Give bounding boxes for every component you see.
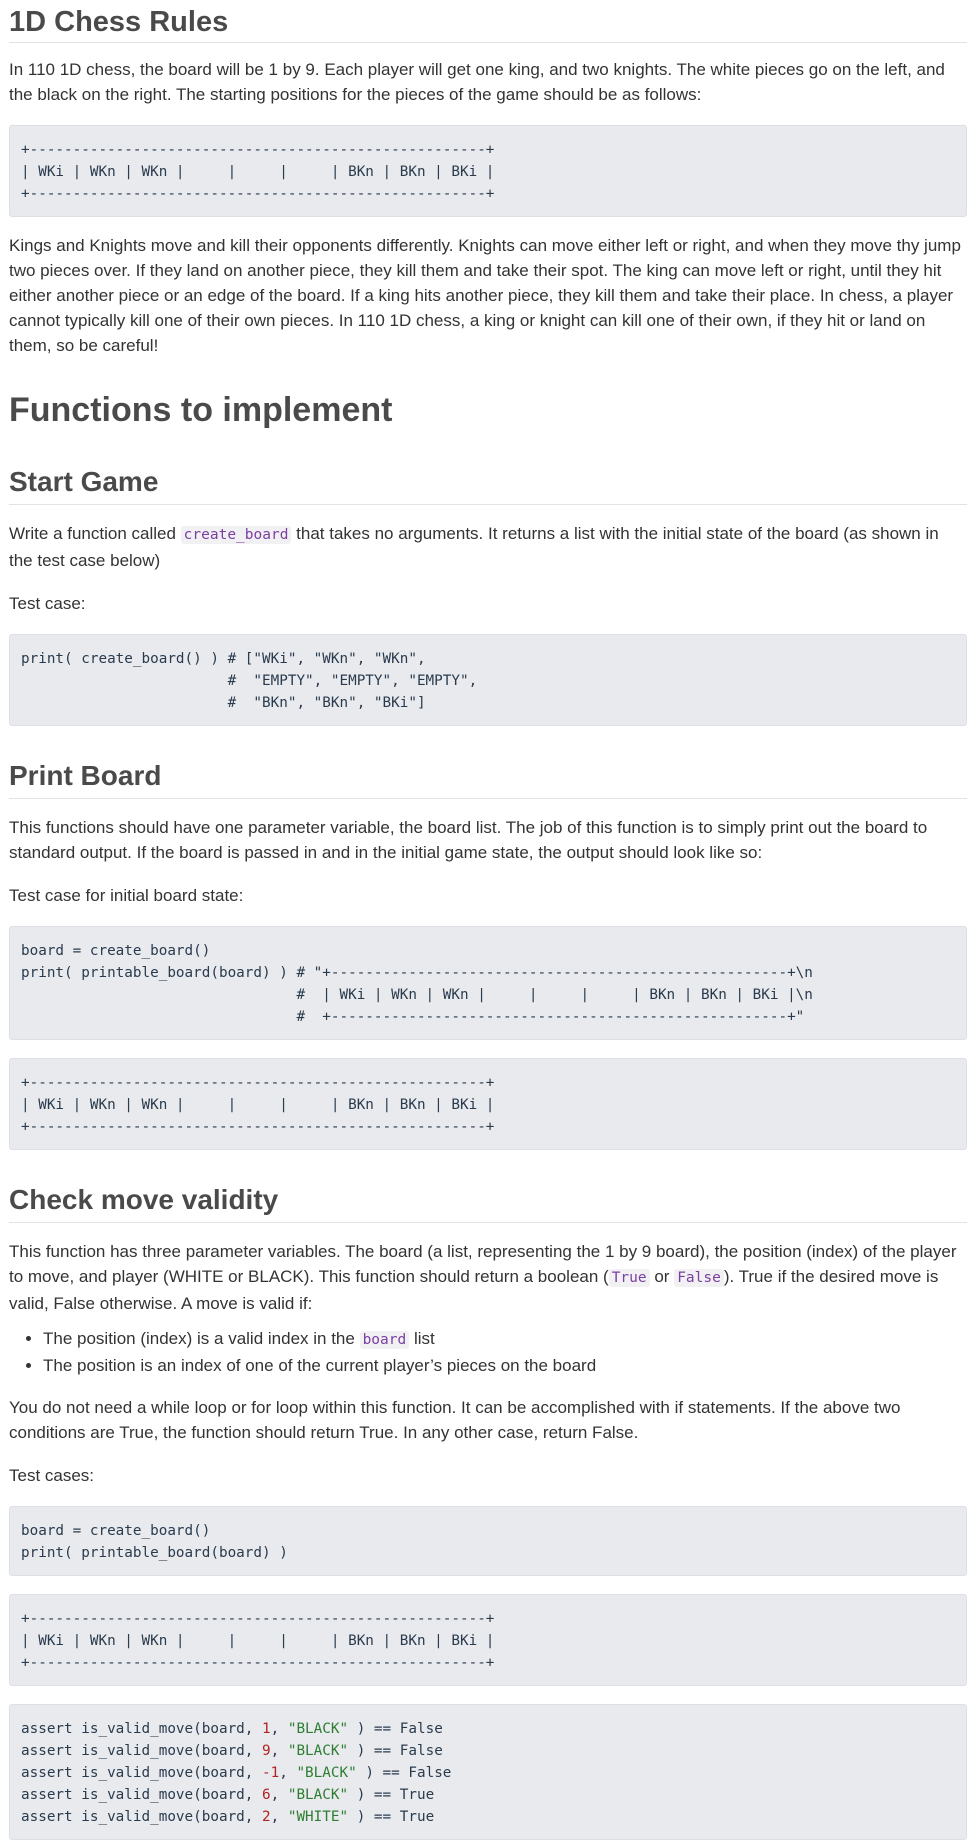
- assert-index: 9: [262, 1743, 271, 1759]
- assert-player: "BLACK": [287, 1721, 349, 1737]
- text-span: or: [649, 1267, 675, 1286]
- code-text: assert is_valid_move(board,: [21, 1809, 263, 1825]
- assert-line: assert is_valid_move(board, 1, "BLACK" ) == False: [21, 1721, 443, 1737]
- code-line: print( create_board() ) # ["WKi", "WKn", "WKn",: [21, 651, 426, 667]
- code-line: # +-----------------------------------------------------+": [21, 1009, 805, 1025]
- rules-paragraph: Kings and Knights move and kill their opponents differently. Knights can move either left or right, and when they move thy jump two pieces over. If they land on another piece, they kill them and take their spot. The king can move left or right, until they hit either another piece or an edge of the board. If a king hits another piece, they kill them and take their place. In chess, a player cannot typically kill one of their own pieces. In 110 1D chess, a king or knight can kill one of their own, if they hit or land on them, so be careful!: [9, 236, 961, 355]
- assert-player: "BLACK": [287, 1743, 349, 1759]
- code-text: ) ==: [356, 1765, 409, 1781]
- assert-line: assert is_valid_move(board, 2, "WHITE" ) == True: [21, 1809, 435, 1825]
- validity-conditions-list: [9, 1326, 967, 1379]
- board-border-bottom: +-----------------------------------------------------+: [21, 1119, 495, 1135]
- board-border-top: +-----------------------------------------------------+: [21, 1075, 495, 1091]
- intro-paragraph: In 110 1D chess, the board will be 1 by 9. Each player will get one king, and two knights. The white pieces go on the left, and the black on the right. The starting positions for the pieces of the game should be as follows:: [9, 60, 945, 104]
- board-row: | WKi | WKn | WKn | | | | BKn | BKn | BKi |: [21, 164, 495, 180]
- text-span: The position (index) is a valid index in the: [43, 1329, 360, 1348]
- print-board-heading: Print Board: [9, 756, 967, 799]
- initial-board-block: [9, 125, 967, 217]
- check-move-test-label: Test cases:: [9, 1466, 95, 1485]
- print-board-description: This functions should have one parameter variable, the board list. The job of this function is to simply print out the board to standard output. If the board is passed in and in the initial game state, the output should look like so:: [9, 818, 928, 862]
- text-span: that takes no arguments. It returns a list with the initial state of the board (as shown in the test case below): [9, 524, 939, 570]
- assert-index: 1: [262, 1721, 271, 1737]
- check-move-note: You do not need a while loop or for loop within this function. It can be accomplished with if statements. If the above two conditions are True, the function should return True. In any other case, return False.: [9, 1398, 901, 1442]
- code-line: # "EMPTY", "EMPTY", "EMPTY",: [21, 673, 478, 689]
- setup-code-block: [9, 1506, 967, 1576]
- code-text: ) ==: [348, 1809, 400, 1825]
- board-border-bottom: +-----------------------------------------------------+: [21, 1655, 495, 1671]
- inline-code-true: True: [609, 1269, 650, 1287]
- code-text: assert is_valid_move(board,: [21, 1721, 263, 1737]
- text-span: list: [409, 1329, 435, 1348]
- assert-code-block: [9, 1704, 967, 1840]
- page-title: 1D Chess Rules: [9, 0, 967, 43]
- code-text: ) ==: [348, 1787, 400, 1803]
- text-span: ). True if the desired move is valid, False otherwise. A move is valid if:: [9, 1267, 939, 1313]
- board-border-top: +-----------------------------------------------------+: [21, 1611, 495, 1627]
- assert-player: "BLACK": [296, 1765, 357, 1781]
- code-text: assert is_valid_move(board,: [21, 1787, 263, 1803]
- start-game-description: [9, 521, 967, 573]
- board-border-bottom: +-----------------------------------------------------+: [21, 186, 495, 202]
- list-item: • The position is an index of one of the current player’s pieces on the board: [43, 1353, 967, 1379]
- text-span: This function has three parameter variables. The board (a list, representing the 1 by 9 board), the position (index) of the player to move, and player (WHITE or BLACK). This function should return a boolean (: [9, 1242, 957, 1286]
- inline-code-false: False: [674, 1269, 724, 1287]
- assert-result: False: [399, 1721, 443, 1737]
- board-row: | WKi | WKn | WKn | | | | BKn | BKn | BKi |: [21, 1633, 495, 1649]
- code-line: print( printable_board(board) ): [21, 1545, 288, 1561]
- assert-result: True: [399, 1787, 435, 1803]
- board-border-top: +-----------------------------------------------------+: [21, 142, 495, 158]
- code-line: board = create_board(): [21, 943, 211, 959]
- print-board-test-label: Test case for initial board state:: [9, 886, 244, 905]
- check-move-description: [9, 1239, 967, 1316]
- text-span: Write a function called: [9, 524, 181, 543]
- assert-index: -1: [262, 1765, 280, 1781]
- code-text: assert is_valid_move(board,: [21, 1743, 263, 1759]
- list-item: [43, 1326, 967, 1353]
- inline-code-create-board: create_board: [181, 526, 292, 544]
- code-line: print( printable_board(board) ) # "+-----------------------------------------------------+\n: [21, 965, 813, 981]
- assert-index: 2: [262, 1809, 271, 1825]
- functions-heading: Functions to implement: [9, 391, 393, 429]
- assert-index: 6: [262, 1787, 271, 1803]
- assert-line: assert is_valid_move(board, -1, "BLACK" ) == False: [21, 1765, 452, 1781]
- start-game-heading: Start Game: [9, 462, 967, 505]
- code-text: ) ==: [348, 1743, 400, 1759]
- printable-board-code-block: [9, 926, 967, 1040]
- board-row: | WKi | WKn | WKn | | | | BKn | BKn | BKi |: [21, 1097, 495, 1113]
- code-line: # "BKn", "BKn", "BKi"]: [21, 695, 426, 711]
- assert-player: "BLACK": [287, 1787, 349, 1803]
- code-text: assert is_valid_move(board,: [21, 1765, 263, 1781]
- assert-result: False: [408, 1765, 452, 1781]
- assert-player: "WHITE": [287, 1809, 349, 1825]
- create-board-code-block: [9, 634, 967, 726]
- assert-line: assert is_valid_move(board, 9, "BLACK" ) == False: [21, 1743, 443, 1759]
- assert-result: True: [399, 1809, 435, 1825]
- assert-result: False: [399, 1743, 443, 1759]
- check-move-heading: Check move validity: [9, 1180, 967, 1223]
- code-text: ) ==: [348, 1721, 400, 1737]
- start-game-test-label: Test case:: [9, 594, 86, 613]
- board-output-block-2: [9, 1594, 967, 1686]
- code-line: board = create_board(): [21, 1523, 211, 1539]
- assert-line: assert is_valid_move(board, 6, "BLACK" ) == True: [21, 1787, 435, 1803]
- inline-code-board: board: [360, 1331, 410, 1349]
- code-line: # | WKi | WKn | WKn | | | | BKn | BKn | BKi |\n: [21, 987, 813, 1003]
- board-output-block: [9, 1058, 967, 1150]
